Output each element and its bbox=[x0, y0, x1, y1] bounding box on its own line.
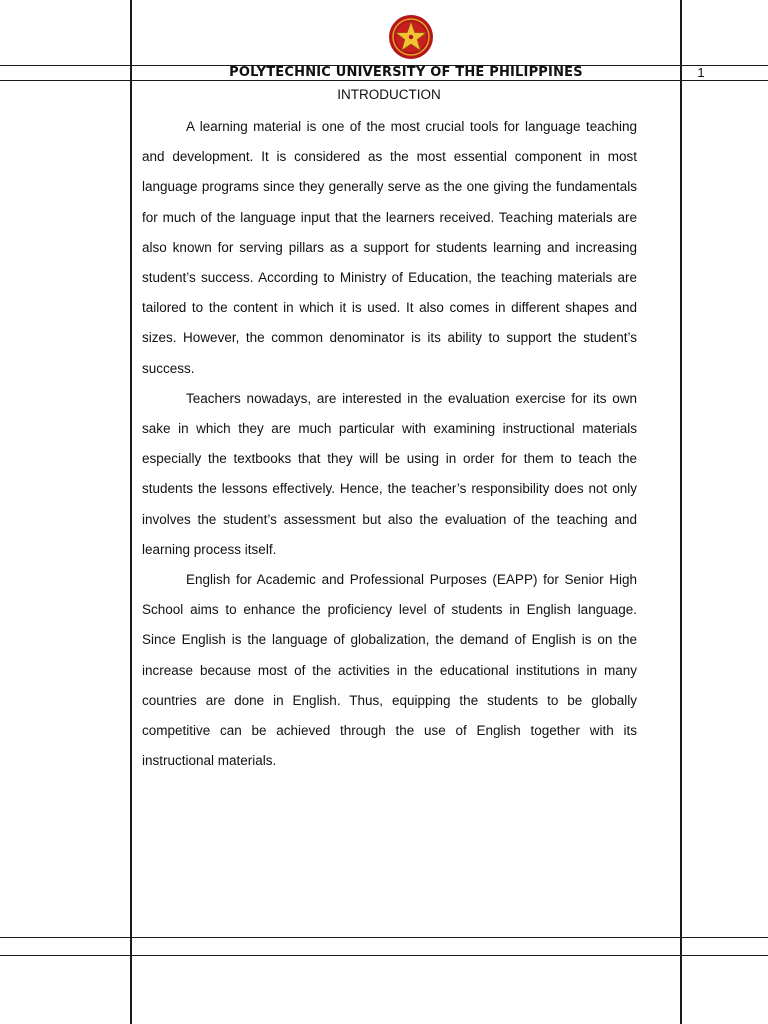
left-margin-line bbox=[130, 0, 132, 1024]
university-seal-icon bbox=[388, 14, 434, 60]
section-title: INTRODUCTION bbox=[337, 87, 441, 102]
document-body bbox=[142, 112, 637, 776]
right-margin-line bbox=[680, 0, 682, 1024]
footer-top-rule bbox=[0, 937, 768, 938]
university-name-header: POLYTECHNIC UNIVERSITY OF THE PHILIPPINES bbox=[229, 65, 583, 80]
body-paragraph: Teachers nowadays, are interested in the evaluation exercise for its own sake in which they are much particular with examining instructional materials especially the textbooks that they will be using in order for them to teach the students the lessons effectively. Hence, the teacher’s responsibility does not only involves the student’s assessment but also the evaluation of the teaching and learning process itself. bbox=[142, 390, 637, 557]
footer-bottom-rule bbox=[0, 955, 768, 956]
header-bottom-rule bbox=[0, 80, 768, 81]
body-paragraph: English for Academic and Professional Purposes (EAPP) for Senior High School aims to enhance the proficiency level of students in English language. Since English is the language of globalization, the demand of English is on the increase because most of the activities in the educational institutions in many countries are done in English. Thus, equipping the students to be globally competitive can be achieved through the use of English together with its instructional materials. bbox=[142, 572, 637, 769]
page-number: 1 bbox=[697, 65, 705, 80]
body-paragraph: A learning material is one of the most crucial tools for language teaching and development. It is considered as the most essential component in most language programs since they generally serve as the one giving the fundamentals for much of the language input that the learners received. Teaching materials are also known for serving pillars as a support for students learning and increasing student’s success. According to Ministry of Education, the teaching materials are tailored to the content in which it is used. It also comes in different shapes and sizes. However, the common denominator is its ability to support the student’s success. bbox=[142, 119, 637, 376]
